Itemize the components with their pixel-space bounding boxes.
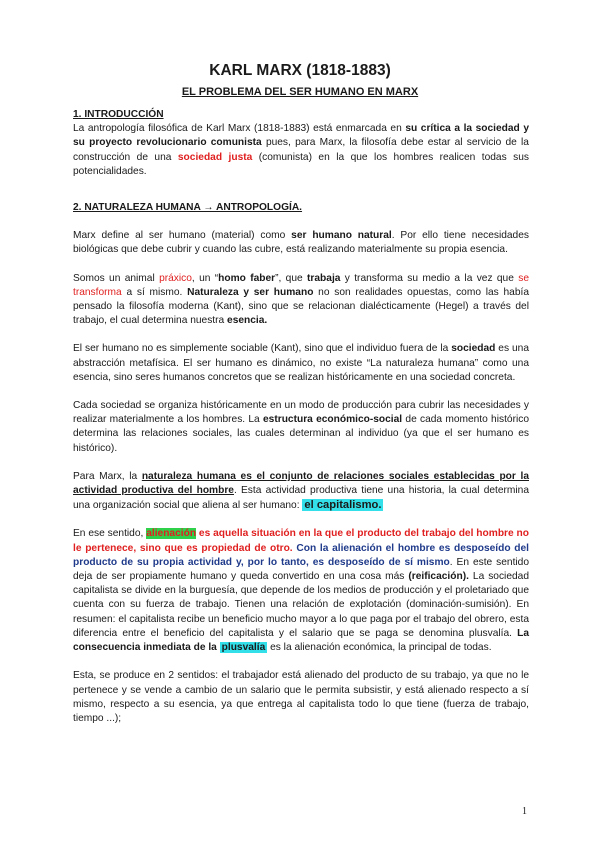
text-run: (comunista) en la que los hombres realicen todas sus potencialidades. (73, 151, 529, 177)
bold-ser-humano-natural: ser humano natural (291, 230, 392, 242)
bold-estructura-economico-social: estructura económico-social (263, 414, 403, 426)
text-run: . Esta actividad productiva tiene una historia, la cual determina una organización social que aliena al ser humano: (73, 485, 529, 512)
text-run: . Por ello tiene necesidades biológicas que debe cubrir y cuando las cubre, está realizando materialmente su propia esencia. (73, 230, 529, 256)
bold-reificacion: (reificación). (408, 571, 469, 583)
paragraph-naturaleza-humana-marx (73, 470, 529, 514)
text-run: no son realidades opuestas, como las había pensado la filosofía moderna (Kant), sino que se relacionan dialécticamente (Hegel) a través del trabajo, el cual determina nuestra (73, 286, 530, 327)
text-run: a sí mismo. (121, 286, 188, 298)
paragraph-ser-humano-natural (73, 229, 529, 257)
highlight-el-capitalismo: el capitalismo. (304, 499, 382, 512)
text-run: . En este sentido deja de ser propiamente humano y queda convertido en una cosa más (73, 556, 530, 583)
document-body (73, 108, 529, 726)
paragraph-dos-sentidos: Esta, se produce en 2 sentidos: el trabajador está alienado del producto de su trabajo, ya que no le pertenece y se vende a cambio de un salario que le permita subsistir, y está alienado respecto a sí mismo, respecto a su esencia, ya que entrega al capitalista todo lo que tiene (fuerza de trabajo, tiempo ...); (73, 670, 529, 724)
bold-esencia: esencia. (227, 315, 268, 327)
text-run: La antropología filosófica de Karl Marx (1818-1883) está enmarcada en (73, 123, 406, 135)
document-subtitle: EL PROBLEMA DEL SER HUMANO EN MARX (181, 86, 419, 98)
blue-desposeido: Con la alienación el hombre es desposeído del producto de su propia actividad y, por lo tanto, es desposeído de sí mismo (73, 542, 530, 568)
document-title: KARL MARX (1818-1883) (209, 62, 391, 79)
page-number: 1 (522, 806, 527, 817)
red-praxico: práxico (159, 272, 192, 284)
text-run: es la alienación económica, la principal de todas. (267, 642, 492, 654)
bold-consecuencia: La consecuencia inmediata de la (73, 627, 529, 654)
paragraph-homo-faber (73, 272, 529, 329)
paragraph-alienacion (73, 527, 529, 655)
section-heading-introduccion: 1. INTRODUCCIÓN (73, 109, 164, 120)
text-run: y transforma su medio a la vez que (340, 272, 519, 284)
bold-sociedad: sociedad (451, 343, 496, 355)
text-run: ”, que (275, 272, 308, 284)
text-run: Cada sociedad se organiza históricamente en un modo de producción para cubrir las necesidades y realizar materialmente a los hombres. La (73, 400, 529, 426)
red-sociedad-justa: sociedad justa (177, 151, 253, 163)
text-run: de cada momento histórico determina las relaciones sociales, las cuales determinan al individuo (ya que el ser humano es histórico). (73, 414, 529, 454)
text-run: es una abstracción metafísica. El ser humano es dinámico, no existe “La naturaleza humana” como una esencia, sino seres humanos concretos que se realizan históricamente en una sociedad concreta. (73, 343, 529, 383)
bold-homo-faber: homo faber (218, 272, 276, 284)
section-heading-naturaleza-humana: 2. NATURALEZA HUMANA → ANTROPOLOGÍA. (73, 202, 303, 214)
highlight-alienacion: alienación (146, 528, 197, 540)
paragraph-sociedad (73, 342, 529, 385)
bold-critica-sociedad: su crítica a la sociedad y su proyecto revolucionario comunista (73, 123, 530, 149)
paragraph-estructura (73, 399, 529, 456)
text-run: Para Marx, la (73, 470, 142, 482)
paragraph-introduccion (73, 122, 529, 179)
bold-underline-relaciones-sociales: naturaleza humana es el conjunto de relaciones sociales establecidas por la actividad productiva del hombre (73, 470, 529, 497)
bold-trabaja: trabaja (307, 272, 341, 284)
text-run: El ser humano no es simplemente sociable (Kant), sino que el individuo fuera de la (73, 343, 452, 355)
highlight-plusvalia: plusvalía (221, 642, 266, 654)
bold-naturaleza-ser-humano: Naturaleza y ser humano (187, 286, 314, 298)
text-run: La sociedad capitalista se divide en la burguesía, que depende de los medios de producción y el proletariado que cuenta con su fuerza de trabajo. Tienen una relación de explotación (dominación-sumisión). En resumen: el capitalista recibe un beneficio mucho mayor a lo que paga por el trabajo del obrero, esta diferencia entre el beneficio del capitalista y el salario que se paga se denomina plusvalía. (73, 571, 529, 639)
text-run: Somos un animal (73, 272, 160, 284)
red-se-transforma: se transforma (73, 272, 529, 298)
text-run: Marx define al ser humano (material) como (73, 230, 292, 242)
red-definicion-alienacion: es aquella situación en la que el producto del trabajo del hombre no le pertenece, sino que es propiedad de otro. (73, 528, 529, 554)
text-run: En ese sentido, (73, 528, 147, 540)
text-run: pues, para Marx, la filosofía debe estar al servicio de la construcción de una (73, 137, 529, 163)
text-run: , un “ (191, 272, 219, 284)
